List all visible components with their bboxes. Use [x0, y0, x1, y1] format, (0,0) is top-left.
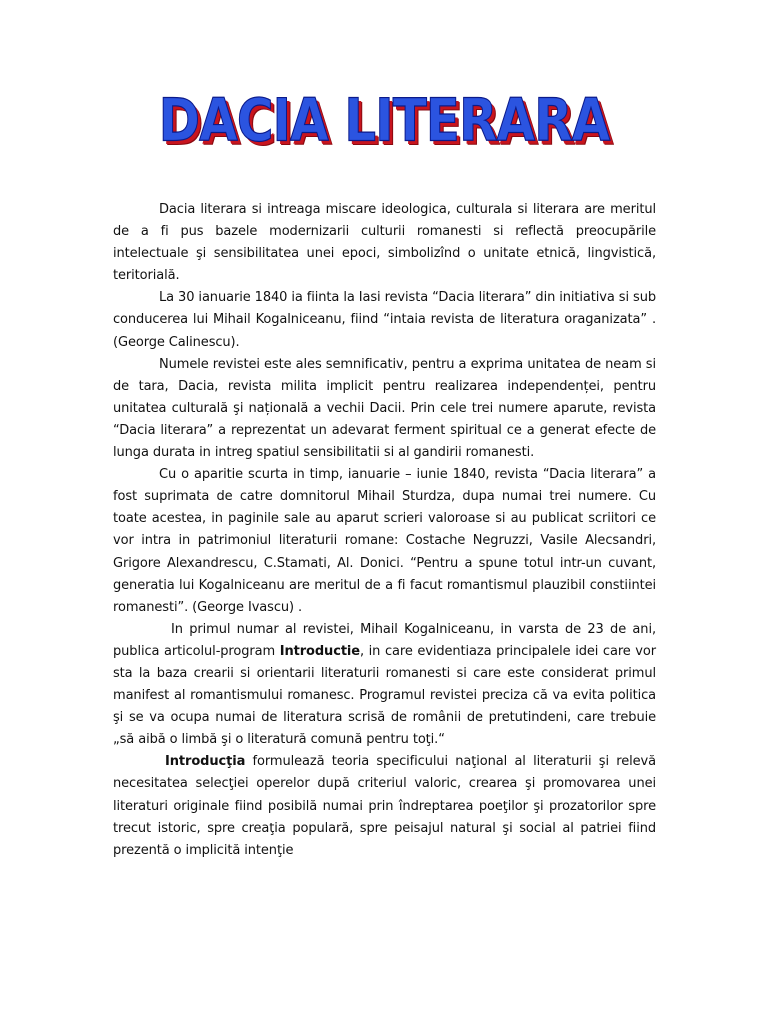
paragraph-5-lead: In primul numar al revistei, Mihail Kogalniceanu, in varsta de 23 de ani, publica articolul-program [113, 621, 656, 659]
paragraph-3: Numele revistei este ales semnificativ, pentru a exprima unitatea de neam si de tara, Dacia, revista milita implicit pentru realizarea independenței, pentru unitatea culturală şi națională a vechii Dacii. Prin cele trei numere aparute, revista “Dacia literara” a reprezentat un adevarat ferment spiritual ce a generat efecte de lunga durata in intreg spatiul sensibilitatii si al gandirii romanesti. [113, 356, 656, 461]
paragraph-5 [113, 619, 656, 752]
paragraph-4: Cu o aparitie scurta in timp, ianuarie – iunie 1840, revista “Dacia literara” a fost suprimata de catre domnitorul Mihail Sturdza, dupa numai trei numere. Cu toate acestea, in paginile sale au aparut scrieri valoroase si au publicat scriitori ce vor intra in patrimoniul literaturii romane: Costache Negruzzi, Vasile Alecsandri, Grigore Alexandrescu, C.Stamati, Al. Donici. “Pentru a spune totul intr-un cuvant, generatia lui Kogalniceanu are meritul de a fi facut romantismul plauzibil constiintei romanesti”. (George Ivascu) . [113, 467, 656, 615]
paragraph-6-bold-term: Introducţia [165, 754, 246, 770]
page-title: DACIA LITERARA [158, 86, 610, 155]
paragraph-2: La 30 ianuarie 1840 ia fiinta la Iasi revista “Dacia literara” din initiativa si sub conducerea lui Mihail Kogalniceanu, fiind “intaia revista de literatura oraganizata” .(George Calinescu). [113, 290, 656, 350]
paragraph-5-bold-term: Introductie [279, 643, 361, 659]
paragraph-5-rest: , in care evidentiaza principalele idei care vor sta la baza crearii si orientarii literaturii romanesti si care este considerat primul manifest al romantismului romanesc. Programul revistei preciza că va evita politica şi se va ocupa numai de literatura scrisă de românii de pretutindeni, care trebuie „să aibă o limbă şi o literatură comună pentru toţi.“ [113, 643, 656, 748]
paragraph-1: Dacia literara si intreaga miscare ideologica, culturala si literara are meritul de a fi pus bazele modernizarii culturii romanesti si reflectă preocupările intelectuale şi sensibilitatea unei epoci, simbolizînd o unitate etnică, lingvistică, teritorială. [113, 202, 656, 284]
paragraph-6 [113, 751, 656, 861]
paragraph-6-rest: formulează teoria specificului naţional al literaturii şi relevă necesitatea selecţiei operelor după criteriul valoric, crearea şi promovarea unei literaturi originale fiind posibilă numai prin îndreptarea poeţilor şi prozatorilor spre trecut istoric, spre creaţia populară, spre peisajul natural şi social al patriei fiind prezentă o implicită intenţie [113, 754, 656, 858]
title-container [0, 86, 768, 155]
document-body [113, 199, 656, 862]
